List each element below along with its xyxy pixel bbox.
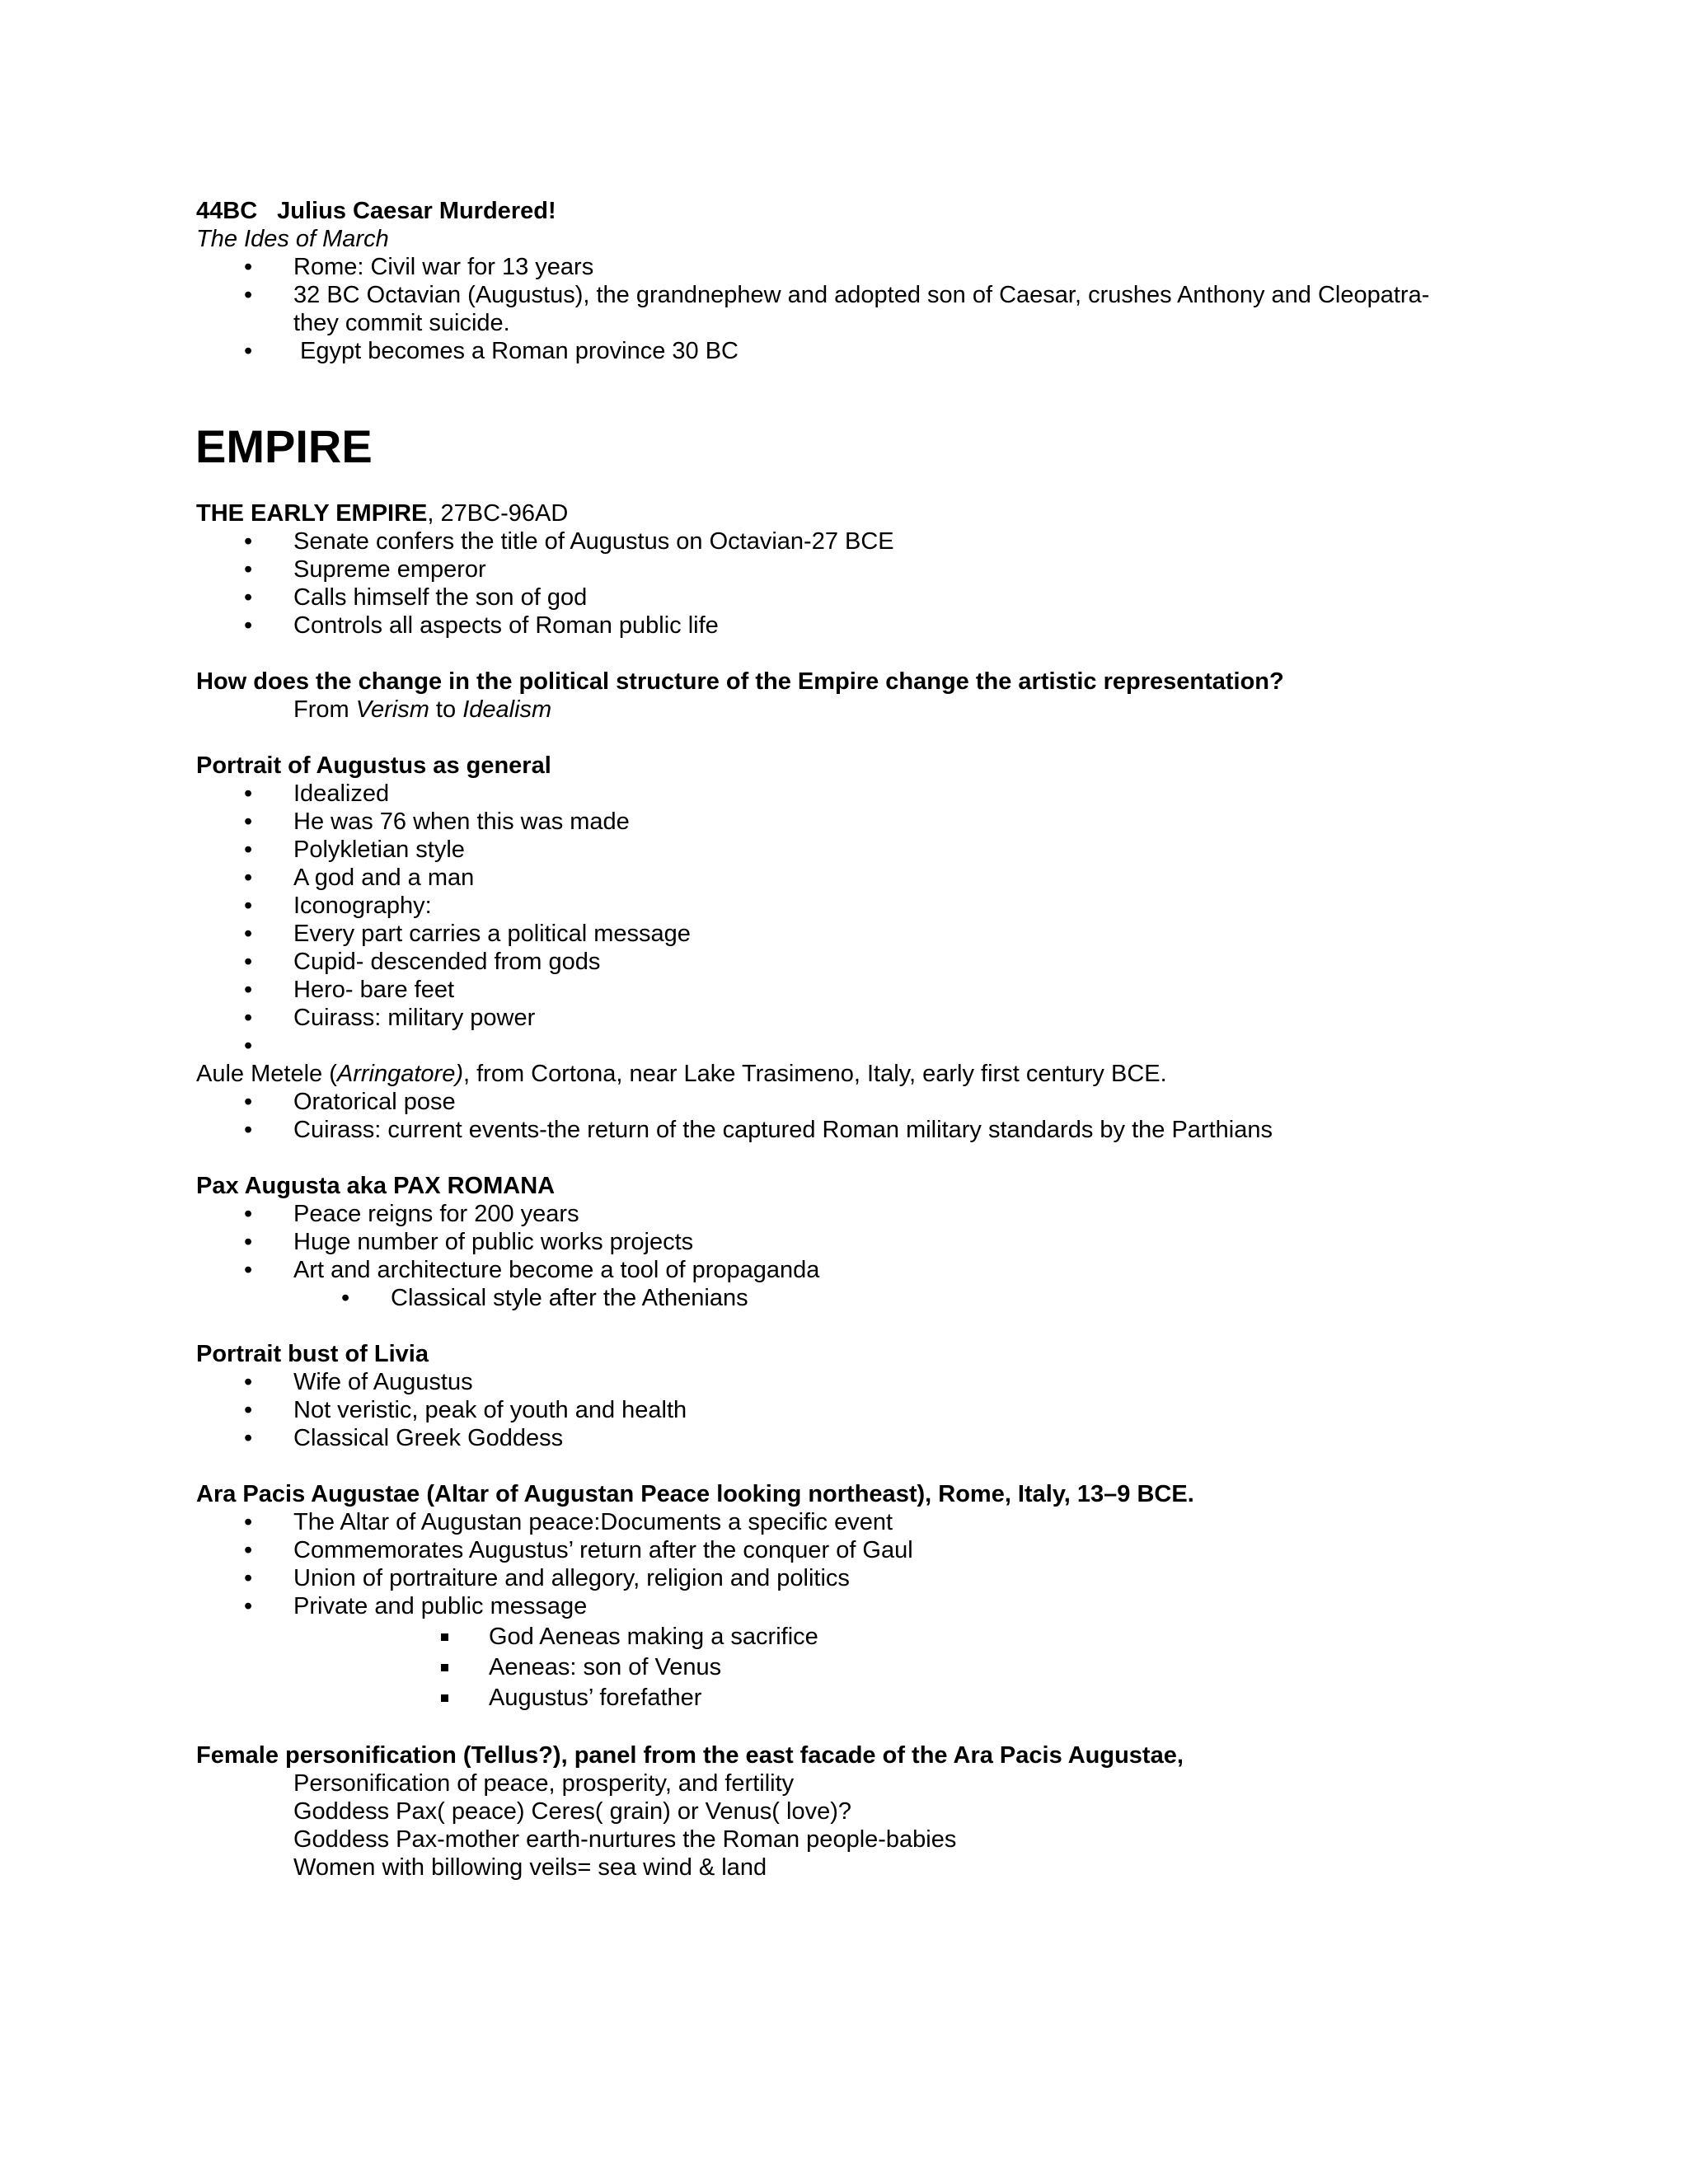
sub-list-item: Aeneas: son of Venus	[489, 1654, 722, 1680]
political-question: How does the change in the political structure of the Empire change the artistic representation?	[196, 668, 1284, 695]
list-item: He was 76 when this was made	[293, 808, 630, 835]
bullet-marker: •	[244, 977, 253, 1003]
list-item: Cuirass: military power	[293, 1005, 536, 1031]
bullet-marker: •	[244, 528, 253, 555]
bullet-marker: •	[244, 1369, 253, 1395]
bullet-marker: •	[244, 808, 253, 835]
list-item: Wife of Augustus	[293, 1369, 473, 1395]
bullet-marker: •	[244, 780, 253, 807]
bullet-marker: •	[244, 338, 253, 364]
idealism-text: Idealism	[462, 696, 552, 723]
bullet-marker: •	[244, 1397, 253, 1423]
list-item: Rome: Civil war for 13 years	[293, 254, 594, 280]
list-item: Peace reigns for 200 years	[293, 1201, 579, 1227]
caesar-heading	[196, 197, 556, 225]
bullet-marker: •	[244, 254, 253, 280]
list-item-continuation: they commit suicide.	[293, 310, 510, 336]
square-bullet-icon	[441, 1664, 448, 1671]
bullet-marker: •	[244, 282, 253, 308]
bullet-marker: •	[244, 1565, 253, 1591]
indented-line: Goddess Pax( peace) Ceres( grain) or Venus( love)?	[293, 1798, 851, 1825]
list-item: Cupid- descended from gods	[293, 949, 601, 975]
bullet-marker: •	[244, 837, 253, 863]
ara-pacis-heading: Ara Pacis Augustae (Altar of Augustan Peace looking northeast), Rome, Italy, 13–9 BCE.	[196, 1481, 1194, 1507]
list-item: Oratorical pose	[293, 1089, 456, 1115]
list-item: Controls all aspects of Roman public life	[293, 612, 719, 639]
livia-heading: Portrait bust of Livia	[196, 1341, 429, 1367]
list-item: Union of portraiture and allegory, religion and politics	[293, 1565, 850, 1591]
bullet-marker: •	[244, 1425, 253, 1451]
aule-metele-italic: Arringatore)	[336, 1061, 463, 1087]
bullet-marker: •	[244, 1117, 253, 1143]
pax-augusta-heading: Pax Augusta aka PAX ROMANA	[196, 1173, 556, 1199]
square-bullet-icon	[441, 1694, 448, 1702]
bullet-marker: •	[244, 1201, 253, 1227]
early-empire-heading-bold: THE EARLY EMPIRE	[196, 500, 428, 527]
list-item: Senate confers the title of Augustus on Octavian-27 BCE	[293, 528, 894, 555]
bullet-marker: •	[244, 865, 253, 891]
bullet-marker: •	[244, 612, 253, 639]
bullet-marker: •	[244, 921, 253, 947]
ides-subtitle: The Ides of March	[196, 226, 389, 252]
early-empire-heading-dates: , 27BC-96AD	[427, 500, 569, 527]
to-text: to	[429, 696, 463, 723]
from-text: From	[293, 696, 356, 723]
early-empire-heading	[196, 499, 568, 527]
list-item: Idealized	[293, 780, 390, 807]
sub-list-item: God Aeneas making a sacrifice	[489, 1624, 818, 1650]
tellus-heading: Female personification (Tellus?), panel from the east facade of the Ara Pacis Augustae,	[196, 1742, 1184, 1769]
list-item: Polykletian style	[293, 837, 465, 863]
list-item: The Altar of Augustan peace:Documents a specific event	[293, 1509, 893, 1535]
list-item: Iconography:	[293, 893, 432, 919]
list-item: 32 BC Octavian (Augustus), the grandnephew and adopted son of Caesar, crushes Anthony and Cleopatra-	[293, 282, 1430, 308]
verism-text: Verism	[355, 696, 429, 723]
list-item: Classical Greek Goddess	[293, 1425, 564, 1451]
bullet-marker: •	[244, 1593, 253, 1619]
caesar-heading-year: 44BC	[196, 198, 258, 224]
aule-metele-pre: Aule Metele (	[196, 1061, 337, 1087]
bullet-marker: •	[244, 1537, 253, 1563]
bullet-marker: •	[244, 893, 253, 919]
verism-idealism-line	[293, 696, 551, 724]
bullet-marker: •	[244, 556, 253, 583]
list-item: Supreme emperor	[293, 556, 486, 583]
bullet-marker: •	[244, 584, 253, 611]
indented-line: Women with billowing veils= sea wind & land	[293, 1854, 767, 1881]
list-item: Commemorates Augustus’ return after the conquer of Gaul	[293, 1537, 913, 1563]
aule-metele-line	[196, 1060, 1167, 1088]
bullet-marker: •	[244, 949, 253, 975]
caesar-heading-title: Julius Caesar Murdered!	[277, 198, 556, 224]
bullet-marker: •	[244, 1509, 253, 1535]
list-item: Every part carries a political message	[293, 921, 691, 947]
aule-metele-post: , from Cortona, near Lake Trasimeno, Italy, early first century BCE.	[462, 1061, 1167, 1087]
sub-list-item: Classical style after the Athenians	[391, 1285, 748, 1311]
sub-list-item: Augustus’ forefather	[489, 1685, 702, 1711]
bullet-marker: •	[244, 1005, 253, 1031]
bullet-marker: •	[244, 1257, 253, 1283]
list-item: Not veristic, peak of youth and health	[293, 1397, 687, 1423]
augustus-portrait-heading: Portrait of Augustus as general	[196, 752, 551, 779]
list-item: A god and a man	[293, 865, 475, 891]
empire-title: EMPIRE	[195, 420, 373, 472]
list-item: Egypt becomes a Roman province 30 BC	[293, 338, 738, 364]
bullet-marker: •	[341, 1285, 350, 1311]
bullet-marker: •	[244, 1229, 253, 1255]
list-item: Private and public message	[293, 1593, 588, 1619]
list-item: Huge number of public works projects	[293, 1229, 694, 1255]
bullet-marker: •	[244, 1089, 253, 1115]
list-item: Art and architecture become a tool of propaganda	[293, 1257, 820, 1283]
list-item: Cuirass: current events-the return of the captured Roman military standards by the Parthians	[293, 1117, 1273, 1143]
list-item: Hero- bare feet	[293, 977, 455, 1003]
list-item: Calls himself the son of god	[293, 584, 588, 611]
square-bullet-icon	[441, 1633, 448, 1641]
indented-line: Goddess Pax-mother earth-nurtures the Roman people-babies	[293, 1826, 957, 1853]
bullet-marker: •	[244, 1033, 253, 1059]
indented-line: Personification of peace, prosperity, and fertility	[293, 1770, 795, 1797]
